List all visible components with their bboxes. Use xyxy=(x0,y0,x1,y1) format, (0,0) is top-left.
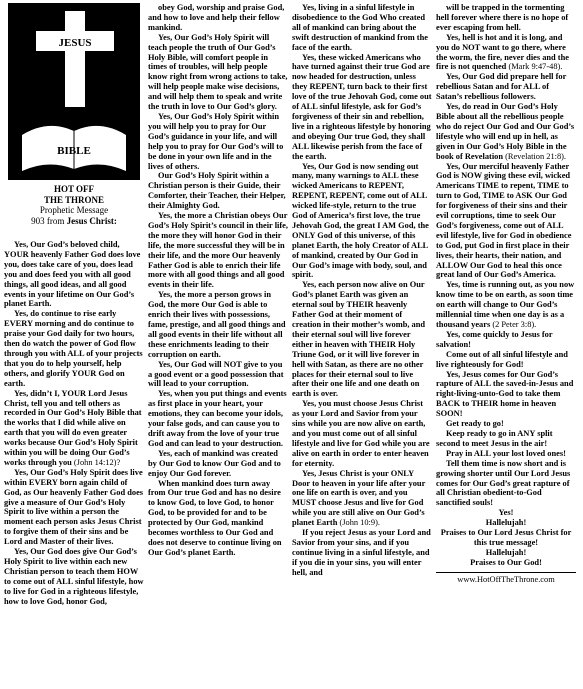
paragraph: Yes, Our God did prepare hell for rebellious Satan and for ALL of Satan’s rebellious followers. xyxy=(436,72,567,102)
paragraph: Yes, Our merciful heavenly Father God is NOW giving these evil, wicked Americans TIME to repent, TIME to turn to God, TIME to ASK Our God for forgiveness of their sins and their evil corruptions, time to seek Our God’s forgiveness, come out of ALL evil lifestyle, live for God in obedience to God, put God in first place in their lives, their hearts, their nation, and ALLOW Our God to heal this once great land of Our God’s America. xyxy=(436,161,572,280)
paragraph: Yes, Our God’s Holy Spirit does live within EVERY born again child of God, as Our heavenly Father God does give a measure of Our God’s Holy Spirit to live within a person the moment each person asks Jesus Christ to forgive them of their sins and be Lord and Master of their lives. xyxy=(4,467,144,547)
paragraph: Yes, Our God’s Holy Spirit will teach people the truth of Our God’s Holy Bible, will comfort people in times of troubles, will help people know right from wrong actions to take, will help people make wise decisions, and will help them to speak and write the truth in love to Our God’s glory. xyxy=(148,32,288,112)
paragraph: Yes, Our God does give Our God’s Holy Spirit to live within each new Christian person to teach them HOW to come out of ALL sinful lifestyle, how to live for God in a righteous lifestyle, how to love God, honor God, xyxy=(4,547,144,606)
column-1-text xyxy=(4,240,144,607)
closing-line: Hallelujah! xyxy=(485,547,527,557)
column-2 xyxy=(148,3,288,687)
paragraph: Pray in ALL your lost loved ones! xyxy=(446,448,566,458)
column-3 xyxy=(292,3,432,687)
paragraph: Yes, do continue to rise early EVERY morning and do continue to praise your God daily for two hours, then do watch the power of God flow through you with ALL of your projects that you do to help yourself, help others, and glorify YOUR God on earth. xyxy=(4,309,143,388)
paragraph: Yes, Our God will NOT give to you a good event or a good possession that will lead to your corruption. xyxy=(148,359,284,389)
paragraph: Yes, hell is hot and it is long, and you do NOT want to go there, where the worm, the fire, never dies and the fire is not quenched (Mark 9:47-48). xyxy=(436,32,569,72)
column-4 xyxy=(436,3,576,687)
paragraph: Yes, the more a Christian obeys Our God’s Holy Spirit’s council in their life, the more they will honor God in their life, the more successful they will be in their life, and the more Our heavenly Father God is able to enrich their life more with all good things and all good events in their life. xyxy=(148,211,288,290)
closing-line: Yes! xyxy=(498,508,514,518)
paragraph: Yes, Our God is now sending out many, many warnings to ALL these wicked Americans to REPENT, REPENT, REPENT, come out of ALL wicked life-style, return to the true God of America’s first love, the true Jehovah God, the great I AM God, the ONLY God of this universe, of this planet Earth, the holy Creator of ALL of mankind, created by Our God in Our God’s image with body, soul, and spirit. xyxy=(292,161,429,280)
paragraph: Yes, time is running out, as you now know time to be on earth, as soon time on earth will change to Our God’s millennial time when one day is as a thousand years (2 Peter 3:8). xyxy=(436,280,575,329)
paragraph: Yes, come quickly to Jesus for salvation! xyxy=(436,329,553,349)
paragraph: Our God’s Holy Spirit within a Christian person is their Guide, their Comforter, their Teacher, their Helper, their Almighty God. xyxy=(148,171,286,211)
cross-bible-icon xyxy=(8,3,140,180)
paragraph: Tell them time is now short and is growing shorter until Our Lord Jesus comes for Our God’s great rapture of all Christian obedient-to-God sanctified souls! xyxy=(436,458,571,508)
message-number xyxy=(4,216,144,227)
paragraph: When mankind does turn away from Our true God and has no desire to know God, to love God, to honor God, to be provided for and to be protected by Our God, mankind becomes worthless to Our God and does not deserve to continue living on Our God’s planet Earth. xyxy=(148,478,282,557)
column-3-text xyxy=(292,3,432,578)
paragraph: will be trapped in the tormenting hell forever where there is no hope of ever escaping from hell. xyxy=(436,3,569,32)
paragraph: Yes, Our God’s beloved child, YOUR heavenly Father God does love you, does take care of you, does lead you and does feed you with all good things, all good ideas, and all good events in your lifetime on Our God’s planet Earth. xyxy=(4,240,141,309)
column-1 xyxy=(4,3,144,687)
footer-url[interactable]: www.HotOffTheThrone.com xyxy=(436,572,576,585)
paragraph: Yes, do read in Our God’s Holy Bible about all the rebellious people who do reject Our God and Our God’s lifestyle who will end up in hell, as given in Our God’s Holy Bible in the book of Revelation (Revelation 21:8). xyxy=(436,102,575,161)
closing-line: Praises to Our Lord Jesus Christ for this true message! xyxy=(440,528,572,547)
column-4-text xyxy=(436,3,576,508)
paragraph: Yes, living in a sinful lifestyle in disobedience to the God Who created all of mankind can bring about the swift destruction of mankind from the face of the earth. xyxy=(292,3,428,52)
paragraph: Get ready to go! xyxy=(446,419,504,429)
paragraph: Yes, the more a person grows in God, the more Our God is able to enrich their lives with possessions, fame, prestige, and all good things and all good events in their life without all these enrichments leading to their corruption on earth. xyxy=(148,290,286,359)
cross-text: JESUS xyxy=(58,37,92,49)
paragraph: Yes, when you put things and events as first place in your heart, your emotions, they can become your idols, your false gods, and can cause you to drift away from the love of your true God and can lead to your destruction. xyxy=(148,389,287,448)
closing-line: Praises to Our God! xyxy=(470,557,542,567)
message-number-name: Jesus Christ: xyxy=(66,215,117,226)
message-number-prefix: 903 from xyxy=(31,215,67,226)
paragraph: Yes, Jesus Christ is your ONLY Door to heaven in your life after your one life on earth is over, and you MUST choose Jesus and live for God while you are still alive on Our God’s planet Earth (John 10:9). xyxy=(292,468,426,528)
paragraph: Yes, Our God’s Holy Spirit within you will help you to pray for Our God’s guidance in your life, and will help you to pray for Our God’s will to be done in your own life and in the lives of others. xyxy=(148,111,284,171)
column-2-text xyxy=(148,3,288,558)
title-line-2: THE THRONE xyxy=(43,194,105,205)
closing-line: Hallelujah! xyxy=(485,518,527,528)
book-text: BIBLE xyxy=(57,145,91,157)
paragraph: Yes, each person now alive on Our God’s planet Earth was given an eternal soul by THEIR heavenly Father God at their moment of creation in their mother’s womb, and their eternal soul will live forever either in heaven with THEIR Holy Triune God, or it will live forever in hell with Satan, as there are no other places for their eternal soul to live after their one life and one death on earth is over. xyxy=(292,280,426,399)
paragraph: Yes, each of mankind was created by Our God to know Our God and to enjoy Our God forever. xyxy=(148,448,281,478)
paragraph: obey God, worship and praise God, and how to love and help their fellow mankind. xyxy=(148,3,285,32)
paragraph: Yes, these wicked Americans who have turned against their true God are now headed for destruction, unless they REPENT, turn back to their first love of the true Jehovah God, come out of ALL sinful lifestyle, ask for God’s forgiveness of their sin and rebellion, live in a righteous lifestyle by honoring and obeying Our true God, they shall ALL likewise perish from the face of the earth. xyxy=(292,52,432,161)
header-block xyxy=(4,184,144,226)
paragraph: Keep ready to go in ANY split second to meet Jesus in the air! xyxy=(436,428,553,448)
subtitle: Prophetic Message xyxy=(39,205,109,215)
cross-bible-emblem xyxy=(8,3,140,180)
paragraph: Yes, Jesus comes for Our God’s rapture of ALL the saved-in-Jesus and right-living-unto-God to take them BACK to THEIR home in heaven SOON! xyxy=(436,369,574,419)
title-line-1: HOT OFF xyxy=(53,184,95,194)
paragraph: Yes, didn’t I, YOUR Lord Jesus Christ, tell you and tell others as recorded in Our God’s Holy Bible that the works that I did while alive on earth that you will do even greater works because Our God’s Holy Spirit within you will be doing Our God’s works through you (John 14:12)? xyxy=(4,388,142,467)
paragraph: If you reject Jesus as your Lord and Savior from your sins, and if you continue living in a sinful lifestyle, and if you die in your sins, you will enter hell, and xyxy=(292,528,431,577)
closing-lines xyxy=(436,508,576,567)
paragraph: Yes, you must choose Jesus Christ as your Lord and Savior from your sins while you are now alive on earth, and you must come out of all sinful lifestyle and live for God while you are alive on earth in order to enter heaven for eternity. xyxy=(292,399,430,468)
paragraph: Come out of all sinful lifestyle and live righteously for God! xyxy=(436,349,568,369)
